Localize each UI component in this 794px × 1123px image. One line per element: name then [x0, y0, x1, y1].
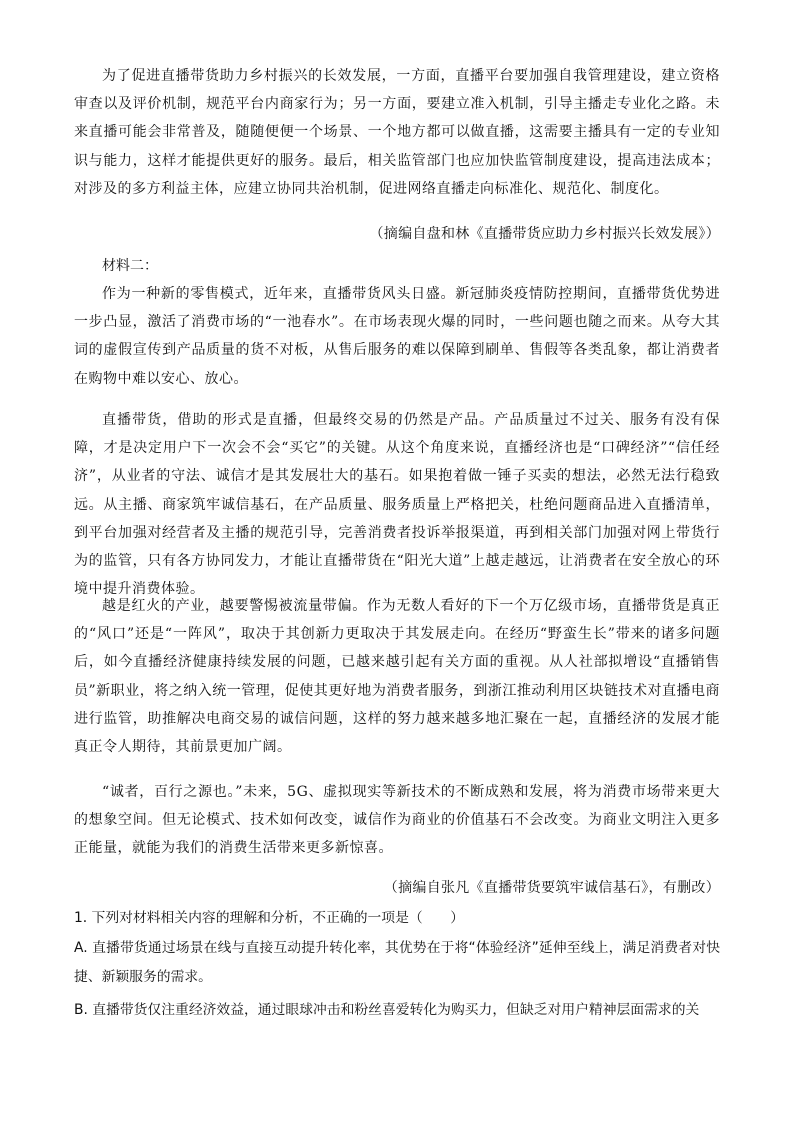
question-option-a: A. 直播带货通过场景在线与直接互动提升转化率，其优势在于将“体验经济”延伸至线上，满足消费者对快捷、新颖服务的需求。 [74, 940, 720, 985]
question-option-b: B. 直播带货仅注重经济效益，通过眼球冲击和粉丝喜爱转化为购买力，但缺乏对用户精神层面需求的关 [74, 1002, 700, 1018]
material-one-paragraph: 为了促进直播带货助力乡村振兴的长效发展，一方面，直播平台要加强自我管理建设，建立资格审查以及评价机制，规范平台内商家行为；另一方面，要建立准入机制，引导主播走专业化之路。未来直播可能会非常普及，随随便便一个场景、一个地方都可以做直播，这需要主播具有一定的专业知识与能力，这样才能提供更好的服务。最后，相关监管部门也应加快监管制度建设，提高违法成本；对涉及的多方利益主体，应建立协同共治机制，促进网络直播走向标准化、规范化、制度化。 [74, 68, 720, 197]
material-two-paragraph-1: 作为一种新的零售模式，近年来，直播带货风头日盛。新冠肺炎疫情防控期间，直播带货优势进一步凸显，激活了消费市场的“一池春水”。在市场表现火爆的同时，一些问题也随之而来。从夸大其词的虚假宣传到产品质量的货不对板，从售后服务的难以保障到刷单、售假等各类乱象，都让消费者在购物中难以安心、放心。 [74, 286, 720, 387]
material-two-paragraph-2: 直播带货，借助的形式是直播，但最终交易的仍然是产品。产品质量过不过关、服务有没有保障，才是决定用户下一次会不会“买它”的关键。从这个角度来说，直播经济也是“口碑经济”“信任经济”，从业者的守法、诚信才是其发展壮大的基石。如果抱着做一锤子买卖的想法，必然无法行稳致远。从主播、商家筑牢诚信基石，在产品质量、服务质量上严格把关，杜绝问题商品进入直播清单，到平台加强对经营者及主播的规范引导，完善消费者投诉举报渠道，再到相关部门加强对网上带货行为的监管，只有各方协同发力，才能让直播带货在“阳光大道”上越走越远，让消费者在安全放心的环境中提升消费体验。 [74, 412, 720, 598]
material-two-source: （摘编自张凡《直播带货要筑牢诚信基石》，有删改） [383, 880, 720, 896]
material-two-label: 材料二： [102, 258, 158, 274]
material-two-paragraph-4: “诚者，百行之源也。”未来，5G、虚拟现实等新技术的不断成熟和发展，将为消费市场带来更大的想象空间。但无论模式、技术如何改变，诚信作为商业的价值基石不会改变。为商业文明注入更多正能量，就能为我们的消费生活带来更多新惊喜。 [74, 784, 720, 857]
question-stem: 1. 下列对材料相关内容的理解和分析，不正确的一项是（ ） [74, 910, 465, 926]
material-one-source: （摘编自盘和林《直播带货应助力乡村振兴长效发展》） [369, 226, 720, 242]
material-two-paragraph-3: 越是红火的产业，越要警惕被流量带偏。作为无数人看好的下一个万亿级市场，直播带货是真正的“风口”还是“一阵风”，取决于其创新力更取决于其发展走向。在经历“野蛮生长”带来的诸多问题后，如今直播经济健康持续发展的问题，已越来越引起有关方面的重视。从人社部拟增设“直播销售员”新职业，将之纳入统一管理，促使其更好地为消费者服务，到浙江推动利用区块链技术对直播电商进行监管，助推解决电商交易的诚信问题，这样的努力越来越多地汇聚在一起，直播经济的发展才能真正令人期待，其前景更加广阔。 [74, 598, 720, 756]
